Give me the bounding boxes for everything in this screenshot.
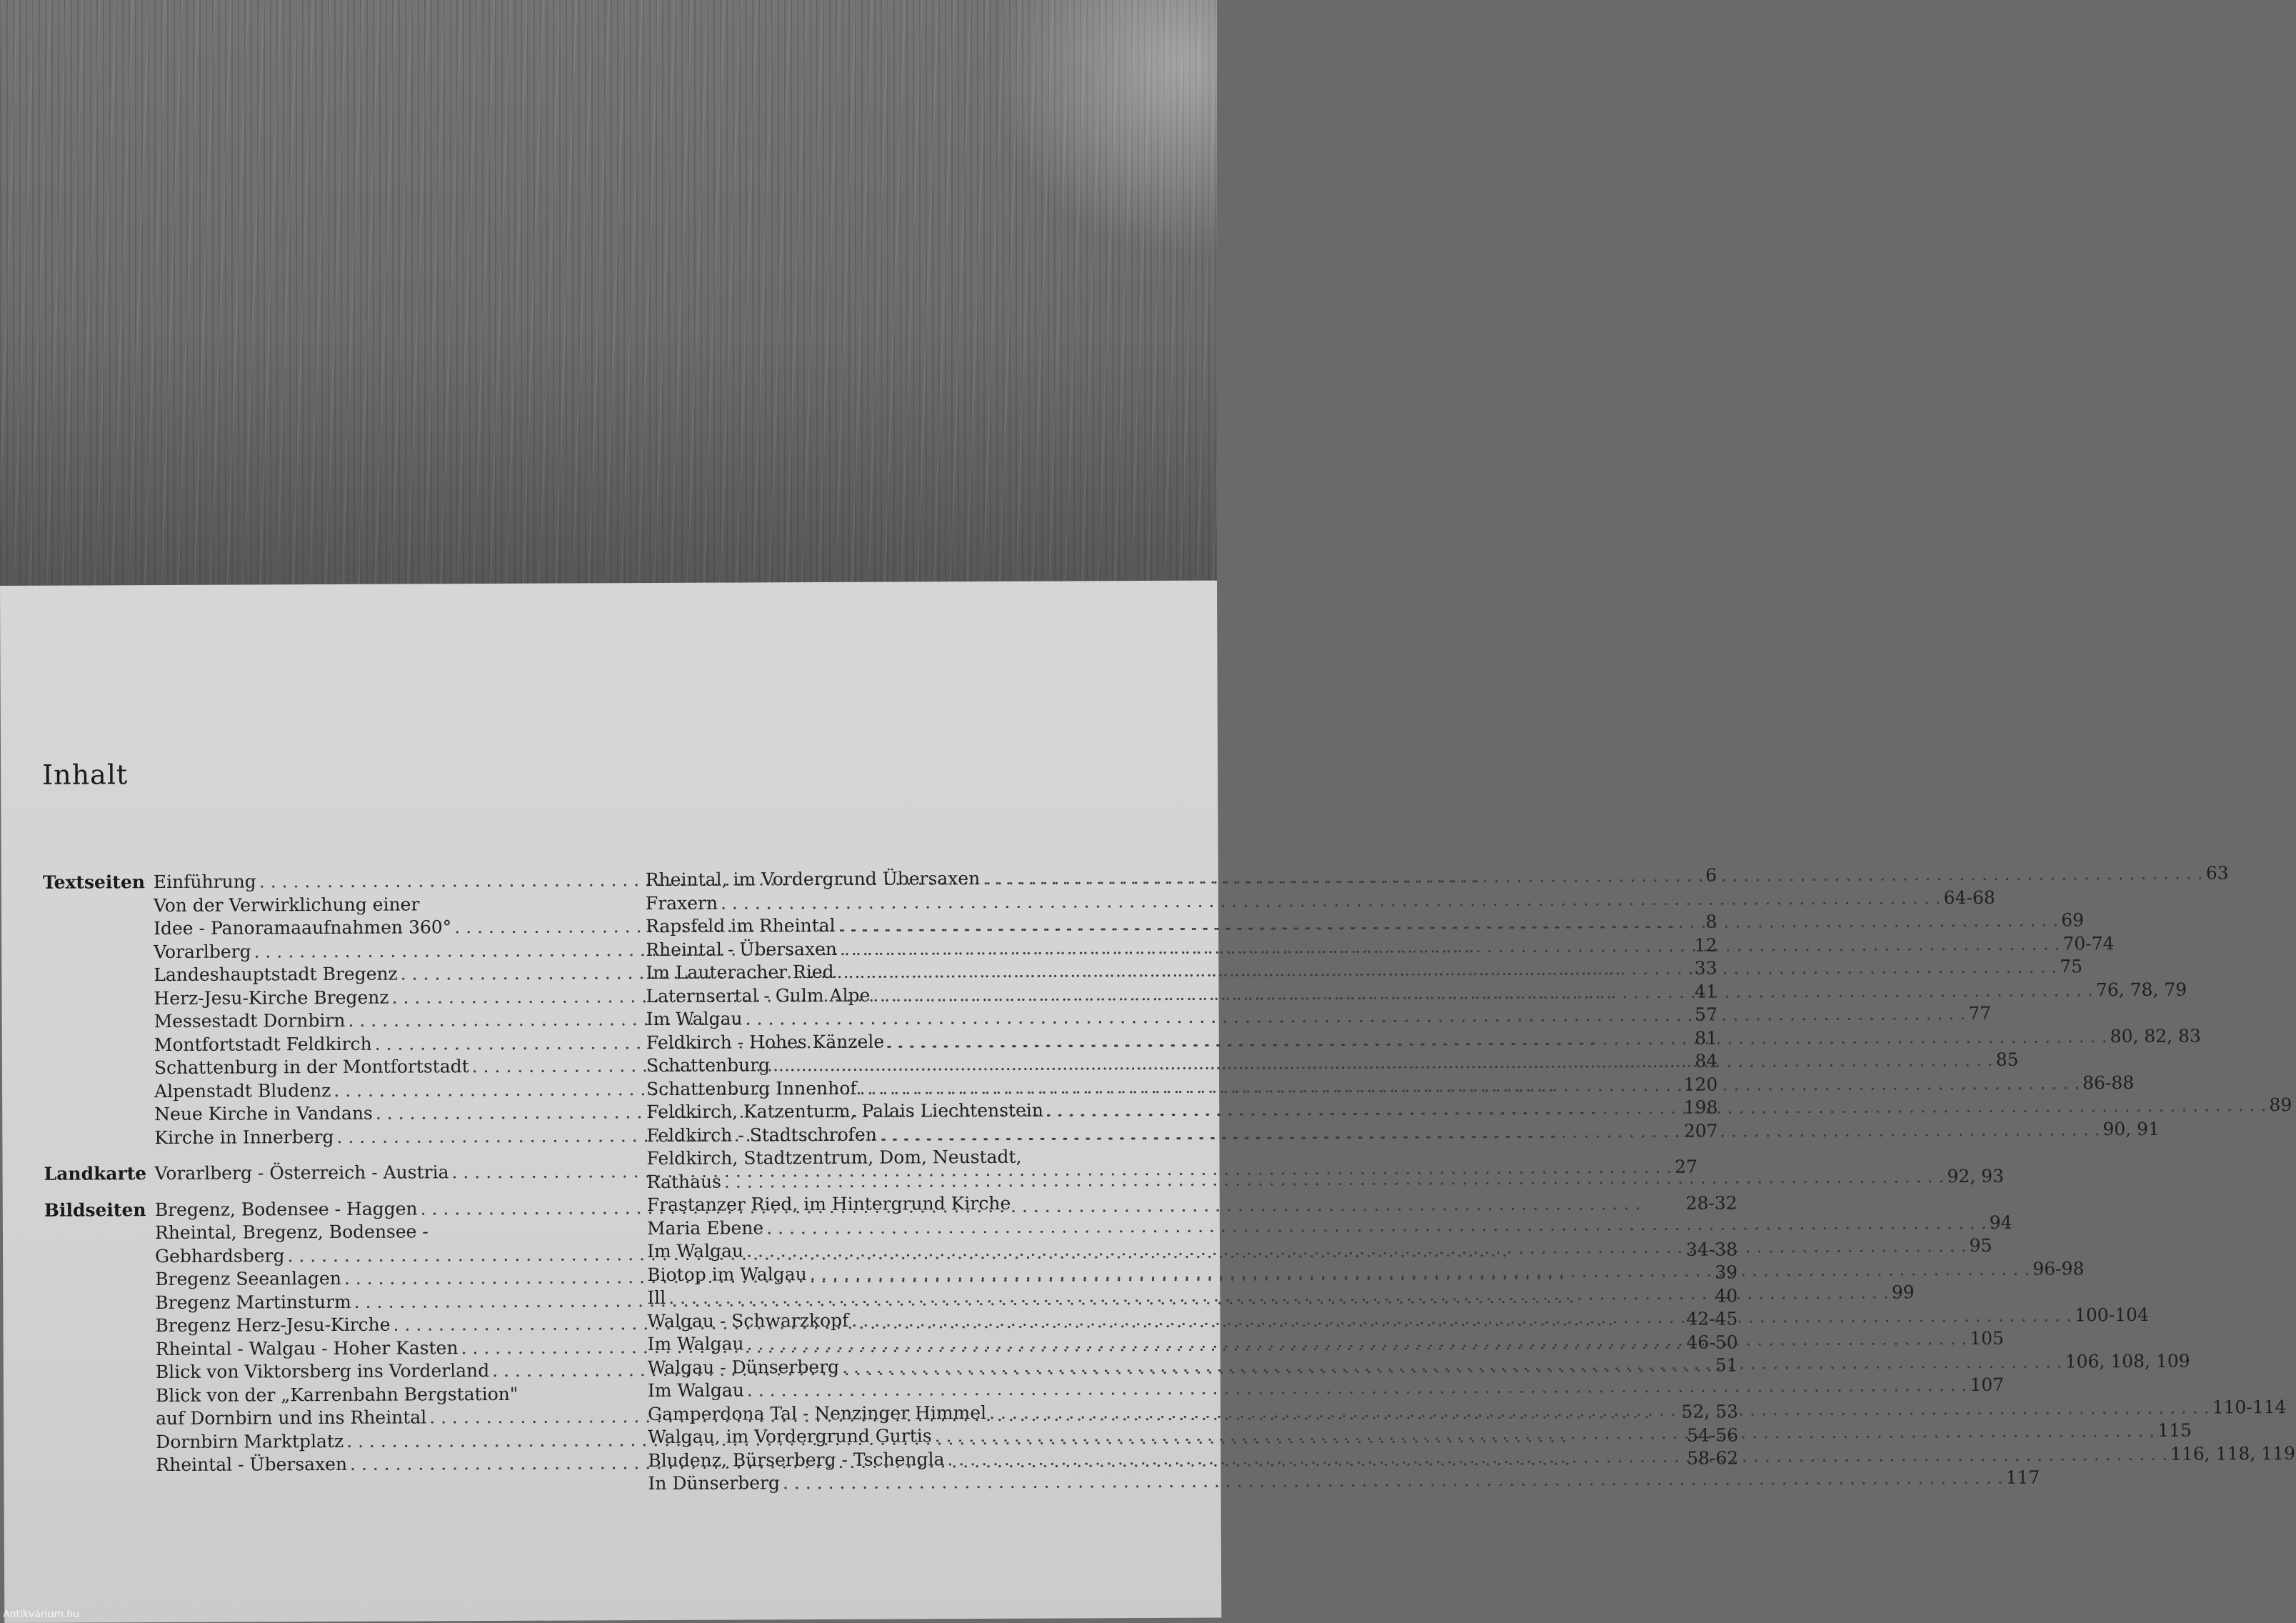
toc-entry-title: Von der Verwirklichung einer xyxy=(153,893,420,916)
toc-page-number: 54-56 xyxy=(1686,1424,1739,1446)
toc-entry-title: Im Lauteracher Ried xyxy=(646,961,834,984)
toc-page-number: 116, 118, 119 xyxy=(2170,1442,2296,1464)
toc-page-number: 120 xyxy=(1683,1074,1718,1095)
toc-page-number: 99 xyxy=(1891,1282,1915,1303)
toc-page-number: 28-32 xyxy=(1685,1192,1738,1214)
toc-entry-title: Bregenz Seeanlagen xyxy=(155,1267,341,1290)
toc-entry-title: Blick von der „Karrenbahn Bergstation" xyxy=(155,1383,518,1406)
toc-entry xyxy=(647,1192,1164,1217)
toc-page-number: 89 xyxy=(2269,1094,2292,1116)
toc-entry-title: Rathaus xyxy=(646,1171,722,1192)
toc-entry-title: Schattenburg Innenhof xyxy=(646,1077,857,1099)
toc-page-number: 40 xyxy=(1715,1284,1738,1307)
toc-page-number: 63 xyxy=(2205,862,2229,884)
toc-dot-leader xyxy=(983,862,2203,891)
toc-page-number: 94 xyxy=(1989,1212,2012,1233)
toc-entry-title: Walgau, im Vordergrund Gurtis xyxy=(648,1425,932,1448)
book-page xyxy=(0,581,2296,1623)
toc-entry-title: Frastanzer Ried, im Hintergrund Kirche xyxy=(646,1192,1011,1216)
toc-entry-title: Rheintal - Übersaxen xyxy=(646,938,837,960)
toc-page-number: 57 xyxy=(1694,1004,1718,1025)
toc-page-number: 51 xyxy=(1715,1354,1738,1376)
toc-entry-title: Feldkirch, Stadtzentrum, Dom, Neustadt, xyxy=(646,1146,1022,1169)
toc-entry-title: Alpenstadt Bludenz xyxy=(154,1079,331,1102)
toc-entry-title: Schattenburg in der Montfortstadt xyxy=(154,1056,469,1079)
toc-page-number: 81 xyxy=(1695,1027,1718,1049)
toc-dot-leader xyxy=(880,1118,2100,1147)
toc-entry-title: Landeshauptstadt Bregenz xyxy=(154,963,398,986)
toc-page-number: 96-98 xyxy=(2032,1257,2085,1279)
toc-page-number: 92, 93 xyxy=(1947,1165,2005,1187)
toc-entry-title: Fraxern xyxy=(645,892,718,914)
toc-dot-leader xyxy=(724,1165,1945,1194)
toc-entry-title: Idee - Panoramaaufnahmen 360° xyxy=(154,917,452,939)
toc-page-number: 75 xyxy=(2060,956,2083,977)
toc-page-number: 77 xyxy=(1968,1002,1992,1024)
toc-entry-title: Bregenz Herz-Jesu-Kirche xyxy=(155,1314,391,1337)
toc-entry-title: Rheintal - Übersaxen xyxy=(156,1453,348,1476)
toc-page-number: 46-50 xyxy=(1686,1331,1738,1353)
toc-entry-title: Bregenz, Bodensee - Haggen xyxy=(154,1197,418,1220)
toc-entry-title: Rheintal, Bregenz, Bodensee - xyxy=(154,1221,428,1244)
toc-page-number: 58-62 xyxy=(1687,1447,1739,1469)
toc-entry-title: Biotop im Walgau xyxy=(647,1263,807,1285)
toc-page-number: 52, 53 xyxy=(1681,1401,1738,1422)
toc-entry xyxy=(648,1467,2040,1496)
toc-page-number: 6 xyxy=(1705,864,1718,886)
toc-page-number: 41 xyxy=(1694,981,1718,1002)
toc-entry-title: Feldkirch - Stadtschrofen xyxy=(646,1124,877,1146)
toc-page-number: 90, 91 xyxy=(2102,1118,2160,1139)
toc-entry-title: Im Walgau xyxy=(647,1379,744,1402)
toc-page-number: 110-114 xyxy=(2212,1396,2287,1417)
toc-entry-title: Neue Kirche in Vandans xyxy=(154,1102,373,1125)
toc-page-number: 12 xyxy=(1694,934,1718,956)
toc-entry-title: Feldkirch - Hohes Känzele xyxy=(646,1031,885,1053)
toc-page-number: 86-88 xyxy=(2082,1072,2135,1093)
toc-entry-title: Walgau - Dünserberg xyxy=(647,1356,840,1378)
toc-page-number: 100-104 xyxy=(2074,1304,2149,1325)
toc-entry-title: Bludenz, Bürserberg - Tschengla xyxy=(648,1448,945,1471)
toc-entry xyxy=(646,1212,2012,1240)
wood-background xyxy=(0,0,1217,596)
toc-section-label: Landkarte xyxy=(44,1163,147,1184)
toc-entry-title: auf Dornbirn und ins Rheintal xyxy=(156,1407,427,1429)
toc-entry-title: Ill xyxy=(647,1287,666,1309)
toc-page-number: 80, 82, 83 xyxy=(2110,1025,2201,1047)
toc-entry xyxy=(646,909,2085,939)
toc-entry-title: Schattenburg xyxy=(646,1054,771,1077)
page-title: Inhalt xyxy=(42,759,129,791)
toc-page-number: 76, 78, 79 xyxy=(2095,979,2187,1000)
toc-entry-title: Rheintal - Walgau - Hoher Kasten xyxy=(155,1337,458,1359)
toc-entry-title: Rheintal, im Vordergrund Übersaxen xyxy=(645,868,981,891)
toc-entry-title: Einführung xyxy=(153,871,256,893)
toc-page-number: 95 xyxy=(1969,1234,1992,1256)
toc-entry-title: Laternsertal - Gulm Alpe xyxy=(646,984,871,1007)
toc-entry xyxy=(645,887,1995,915)
toc-dot-leader xyxy=(783,1467,2003,1495)
toc-page-number: 84 xyxy=(1695,1050,1718,1072)
toc-page-number: 69 xyxy=(2061,909,2085,931)
toc-entry xyxy=(647,1374,2005,1403)
toc-section-label: Bildseiten xyxy=(44,1199,146,1221)
toc-page-number: 106, 108, 109 xyxy=(2065,1350,2190,1372)
toc-entry-title: Feldkirch, Katzenturm, Palais Liechtenstein xyxy=(646,1099,1044,1123)
toc-page-number: 207 xyxy=(1683,1120,1718,1142)
toc-entry-title: Kirche in Innerberg xyxy=(154,1126,334,1148)
toc-page-number: 34-38 xyxy=(1685,1238,1738,1260)
toc-page-number: 117 xyxy=(2005,1467,2040,1488)
toc-entry-title: In Dünserberg xyxy=(648,1472,781,1494)
toc-entry-title: Gebhardsberg xyxy=(155,1244,285,1267)
toc-entry-title: Im Walgau xyxy=(646,1008,743,1030)
toc-entry-title: Montfortstadt Feldkirch xyxy=(154,1033,372,1055)
toc-page-number: 39 xyxy=(1715,1262,1738,1283)
toc-entry-title: Messestadt Dornbirn xyxy=(154,1009,346,1032)
toc-entry-title: Rapsfeld im Rheintal xyxy=(646,914,836,937)
watermark-text: Antikvárium.hu xyxy=(3,1609,80,1620)
toc-entry-title: Im Walgau xyxy=(647,1240,744,1262)
toc-page-number: 198 xyxy=(1683,1097,1718,1118)
toc-entry-title: Blick von Viktorsberg ins Vorderland xyxy=(155,1360,490,1383)
toc-page-number: 64-68 xyxy=(1943,887,1995,908)
toc-entry-title: Vorarlberg xyxy=(154,940,251,962)
toc-page-number: 42-45 xyxy=(1686,1308,1738,1329)
toc-page-number: 33 xyxy=(1694,957,1718,979)
toc-entry-title: Vorarlberg - Österreich - Austria xyxy=(154,1162,449,1184)
toc-entry xyxy=(645,862,2229,892)
toc-entry-title: Gamperdona Tal - Nenzinger Himmel xyxy=(648,1402,987,1424)
toc-entry-title: Walgau - Schwarzkopf xyxy=(647,1309,849,1332)
toc-page-number: 27 xyxy=(1674,1156,1698,1177)
toc-entry-title: Dornbirn Marktplatz xyxy=(156,1430,344,1452)
toc-page-number: 85 xyxy=(1995,1049,2019,1070)
toc-page-number: 107 xyxy=(1970,1374,2005,1395)
toc-page-number: 8 xyxy=(1705,911,1718,932)
toc-page-number: 70-74 xyxy=(2062,932,2115,954)
toc-page-number: 105 xyxy=(1970,1327,2004,1349)
toc-section-label: Textseiten xyxy=(42,872,146,893)
toc-page-number: 115 xyxy=(2157,1419,2192,1441)
toc-entry-title: Bregenz Martinsturm xyxy=(155,1291,351,1313)
toc-entry-title: Maria Ebene xyxy=(646,1217,764,1239)
toc-entry xyxy=(646,1145,1163,1171)
toc-entry-title: Im Walgau xyxy=(647,1333,744,1355)
toc-entry-title: Herz-Jesu-Kirche Bregenz xyxy=(154,987,389,1009)
